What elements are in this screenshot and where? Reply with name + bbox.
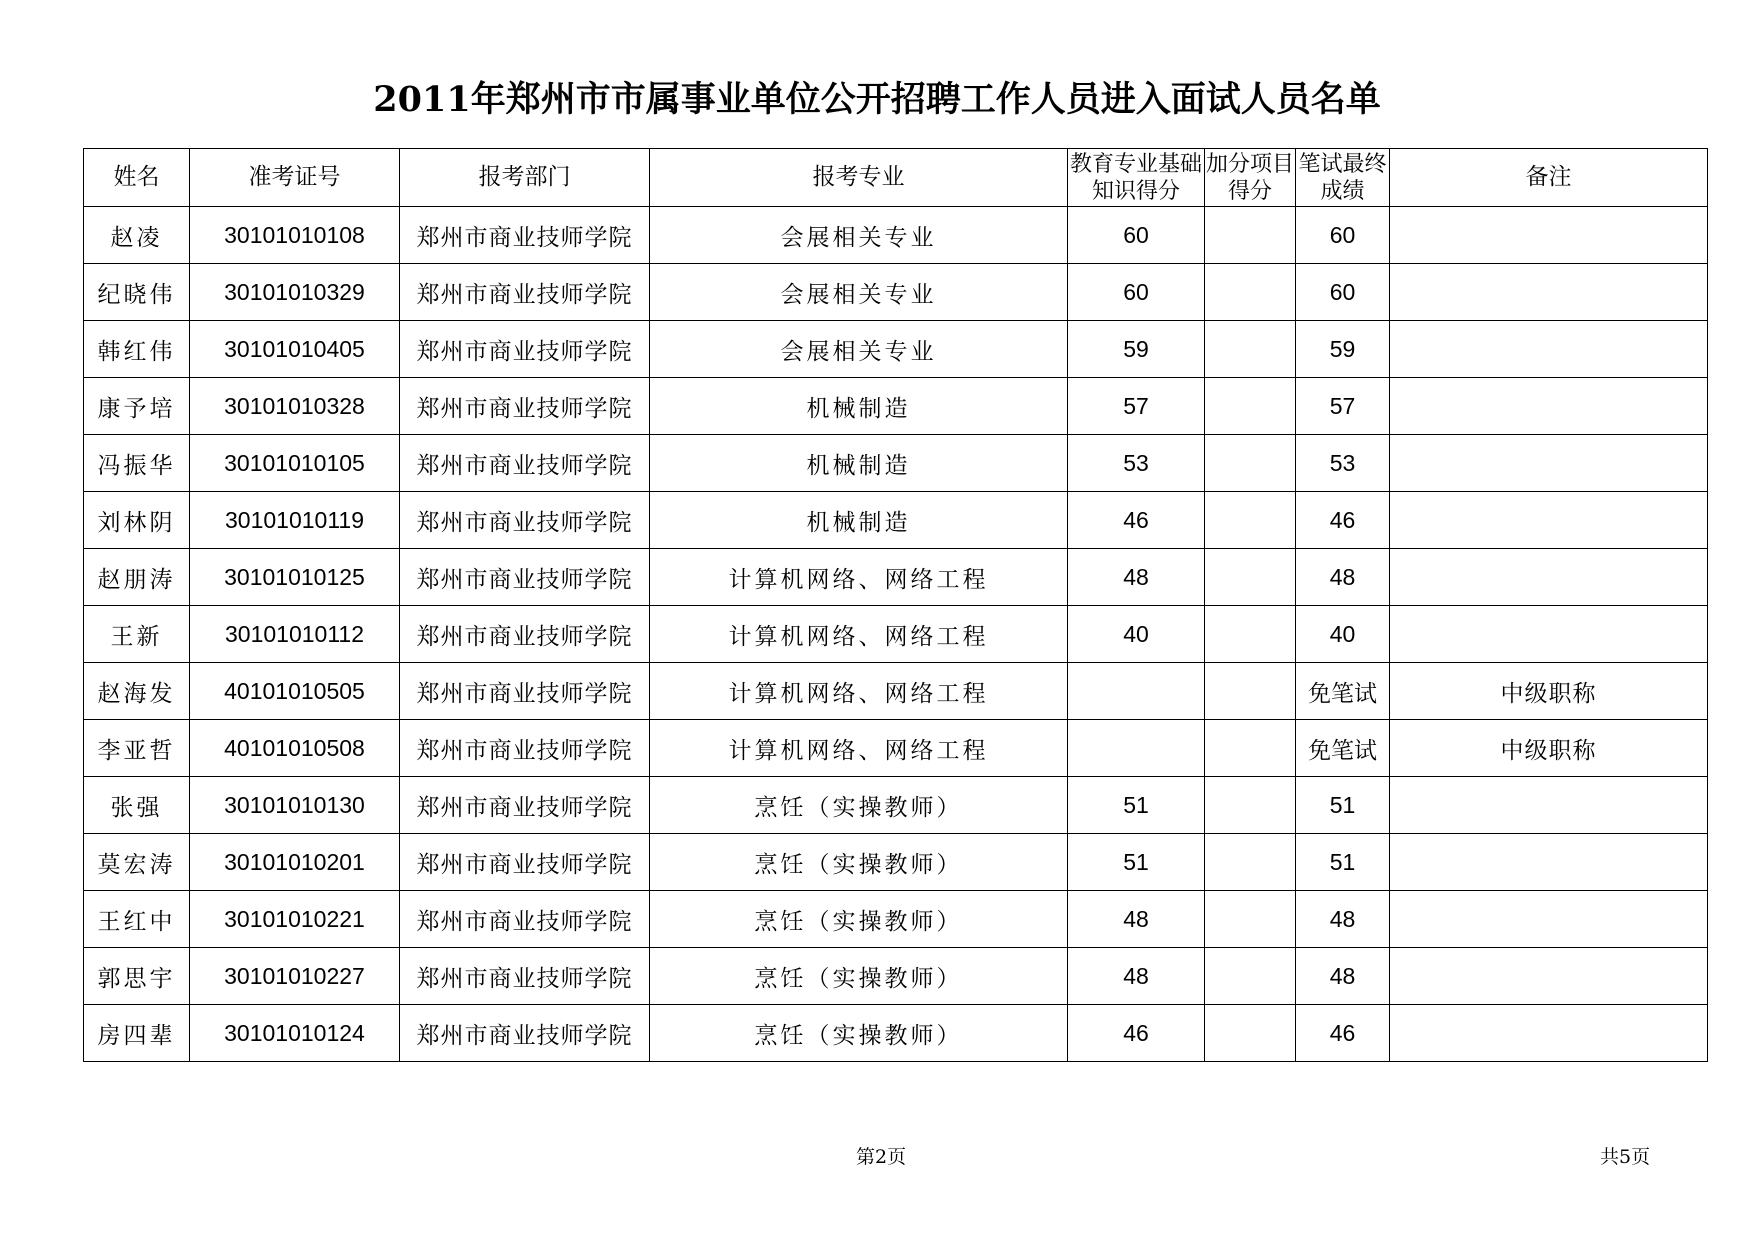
cell-edu-score: 57: [1068, 378, 1205, 435]
table-row: [84, 834, 1708, 891]
cell-edu-score: 51: [1068, 834, 1205, 891]
cell-edu-score: 53: [1068, 435, 1205, 492]
cell-exam-id: 30101010119: [190, 492, 400, 549]
cell-final: 51: [1296, 834, 1390, 891]
cell-department: 郑州市商业技师学院: [400, 435, 650, 492]
header-edu-score: 教育专业基础知识得分: [1068, 149, 1205, 207]
cell-exam-id: 30101010124: [190, 1005, 400, 1062]
cell-final: 40: [1296, 606, 1390, 663]
cell-department: 郑州市商业技师学院: [400, 1005, 650, 1062]
cell-edu-score: 48: [1068, 891, 1205, 948]
table-row: [84, 948, 1708, 1005]
cell-final: 48: [1296, 891, 1390, 948]
cell-major: 计算机网络、网络工程: [650, 606, 1068, 663]
table-row: [84, 549, 1708, 606]
cell-bonus: [1205, 606, 1296, 663]
cell-final: 57: [1296, 378, 1390, 435]
cell-edu-score: 46: [1068, 1005, 1205, 1062]
cell-name: 张强: [84, 777, 190, 834]
cell-exam-id: 40101010508: [190, 720, 400, 777]
cell-department: 郑州市商业技师学院: [400, 834, 650, 891]
cell-name: 莫宏涛: [84, 834, 190, 891]
cell-bonus: [1205, 321, 1296, 378]
cell-department: 郑州市商业技师学院: [400, 549, 650, 606]
page-number: 第2页: [856, 1146, 907, 1168]
cell-edu-score: 60: [1068, 207, 1205, 264]
header-major: 报考专业: [650, 149, 1068, 207]
table-header-row: [84, 149, 1708, 207]
cell-exam-id: 30101010328: [190, 378, 400, 435]
cell-major: 机械制造: [650, 492, 1068, 549]
cell-department: 郑州市商业技师学院: [400, 948, 650, 1005]
table-row: [84, 435, 1708, 492]
table-row: [84, 321, 1708, 378]
cell-major: 烹饪（实操教师）: [650, 948, 1068, 1005]
page-title: 2011年郑州市市属事业单位公开招聘工作人员进入面试人员名单: [373, 79, 1381, 120]
candidate-table: [83, 148, 1708, 1062]
table-row: [84, 720, 1708, 777]
cell-name: 赵凌: [84, 207, 190, 264]
cell-note: [1390, 207, 1708, 264]
header-department: 报考部门: [400, 149, 650, 207]
page-total: 共5页: [1600, 1146, 1651, 1168]
table-row: [84, 264, 1708, 321]
header-name: 姓名: [84, 149, 190, 207]
cell-edu-score: [1068, 720, 1205, 777]
cell-final: 48: [1296, 948, 1390, 1005]
cell-note: [1390, 549, 1708, 606]
cell-major: 烹饪（实操教师）: [650, 1005, 1068, 1062]
cell-bonus: [1205, 1005, 1296, 1062]
cell-exam-id: 30101010201: [190, 834, 400, 891]
cell-edu-score: 59: [1068, 321, 1205, 378]
cell-major: 计算机网络、网络工程: [650, 549, 1068, 606]
cell-final: 53: [1296, 435, 1390, 492]
cell-note: [1390, 891, 1708, 948]
cell-name: 纪晓伟: [84, 264, 190, 321]
cell-major: 机械制造: [650, 435, 1068, 492]
cell-exam-id: 30101010405: [190, 321, 400, 378]
cell-bonus: [1205, 264, 1296, 321]
cell-final: 46: [1296, 1005, 1390, 1062]
cell-name: 韩红伟: [84, 321, 190, 378]
table-row: [84, 891, 1708, 948]
cell-major: 烹饪（实操教师）: [650, 834, 1068, 891]
cell-name: 王红中: [84, 891, 190, 948]
cell-exam-id: 30101010108: [190, 207, 400, 264]
cell-edu-score: 60: [1068, 264, 1205, 321]
cell-bonus: [1205, 549, 1296, 606]
cell-name: 赵海发: [84, 663, 190, 720]
cell-edu-score: 51: [1068, 777, 1205, 834]
header-note: 备注: [1390, 149, 1708, 207]
cell-name: 郭思宇: [84, 948, 190, 1005]
cell-exam-id: 30101010105: [190, 435, 400, 492]
cell-major: 计算机网络、网络工程: [650, 720, 1068, 777]
cell-bonus: [1205, 663, 1296, 720]
cell-bonus: [1205, 207, 1296, 264]
table-row: [84, 207, 1708, 264]
cell-note: [1390, 378, 1708, 435]
cell-final: 60: [1296, 264, 1390, 321]
cell-final: 46: [1296, 492, 1390, 549]
cell-final: 免笔试: [1296, 663, 1390, 720]
cell-department: 郑州市商业技师学院: [400, 321, 650, 378]
cell-bonus: [1205, 948, 1296, 1005]
cell-department: 郑州市商业技师学院: [400, 264, 650, 321]
cell-exam-id: 30101010130: [190, 777, 400, 834]
cell-exam-id: 30101010112: [190, 606, 400, 663]
cell-note: [1390, 435, 1708, 492]
cell-final: 60: [1296, 207, 1390, 264]
cell-major: 会展相关专业: [650, 321, 1068, 378]
cell-bonus: [1205, 720, 1296, 777]
cell-exam-id: 30101010221: [190, 891, 400, 948]
cell-edu-score: [1068, 663, 1205, 720]
cell-note: [1390, 492, 1708, 549]
cell-major: 烹饪（实操教师）: [650, 777, 1068, 834]
table-row: [84, 606, 1708, 663]
cell-major: 机械制造: [650, 378, 1068, 435]
cell-name: 赵朋涛: [84, 549, 190, 606]
cell-major: 烹饪（实操教师）: [650, 891, 1068, 948]
table-body: [84, 207, 1708, 1062]
cell-department: 郑州市商业技师学院: [400, 663, 650, 720]
cell-exam-id: 30101010227: [190, 948, 400, 1005]
cell-edu-score: 46: [1068, 492, 1205, 549]
cell-edu-score: 48: [1068, 549, 1205, 606]
cell-note: [1390, 834, 1708, 891]
table-row: [84, 1005, 1708, 1062]
cell-bonus: [1205, 834, 1296, 891]
cell-final: 免笔试: [1296, 720, 1390, 777]
cell-bonus: [1205, 891, 1296, 948]
cell-department: 郑州市商业技师学院: [400, 492, 650, 549]
cell-final: 51: [1296, 777, 1390, 834]
cell-note: [1390, 606, 1708, 663]
cell-major: 计算机网络、网络工程: [650, 663, 1068, 720]
cell-exam-id: 30101010125: [190, 549, 400, 606]
cell-name: 刘林阴: [84, 492, 190, 549]
cell-department: 郑州市商业技师学院: [400, 606, 650, 663]
cell-name: 李亚哲: [84, 720, 190, 777]
cell-exam-id: 40101010505: [190, 663, 400, 720]
table-row: [84, 378, 1708, 435]
cell-department: 郑州市商业技师学院: [400, 777, 650, 834]
table-row: [84, 777, 1708, 834]
cell-name: 冯振华: [84, 435, 190, 492]
cell-note: [1390, 1005, 1708, 1062]
cell-edu-score: 40: [1068, 606, 1205, 663]
cell-note: [1390, 777, 1708, 834]
cell-note: [1390, 321, 1708, 378]
cell-name: 康予培: [84, 378, 190, 435]
cell-edu-score: 48: [1068, 948, 1205, 1005]
cell-bonus: [1205, 435, 1296, 492]
cell-final: 59: [1296, 321, 1390, 378]
cell-department: 郑州市商业技师学院: [400, 207, 650, 264]
cell-name: 王新: [84, 606, 190, 663]
cell-final: 48: [1296, 549, 1390, 606]
cell-department: 郑州市商业技师学院: [400, 720, 650, 777]
cell-note: [1390, 948, 1708, 1005]
cell-department: 郑州市商业技师学院: [400, 891, 650, 948]
cell-bonus: [1205, 777, 1296, 834]
table-row: [84, 492, 1708, 549]
header-exam-id: 准考证号: [190, 149, 400, 207]
header-final: 笔试最终成绩: [1296, 149, 1390, 207]
cell-major: 会展相关专业: [650, 264, 1068, 321]
cell-note: 中级职称: [1390, 720, 1708, 777]
cell-bonus: [1205, 492, 1296, 549]
cell-name: 房四辈: [84, 1005, 190, 1062]
cell-department: 郑州市商业技师学院: [400, 378, 650, 435]
cell-note: [1390, 264, 1708, 321]
cell-major: 会展相关专业: [650, 207, 1068, 264]
cell-note: 中级职称: [1390, 663, 1708, 720]
cell-exam-id: 30101010329: [190, 264, 400, 321]
header-bonus: 加分项目得分: [1205, 149, 1296, 207]
table-row: [84, 663, 1708, 720]
cell-bonus: [1205, 378, 1296, 435]
